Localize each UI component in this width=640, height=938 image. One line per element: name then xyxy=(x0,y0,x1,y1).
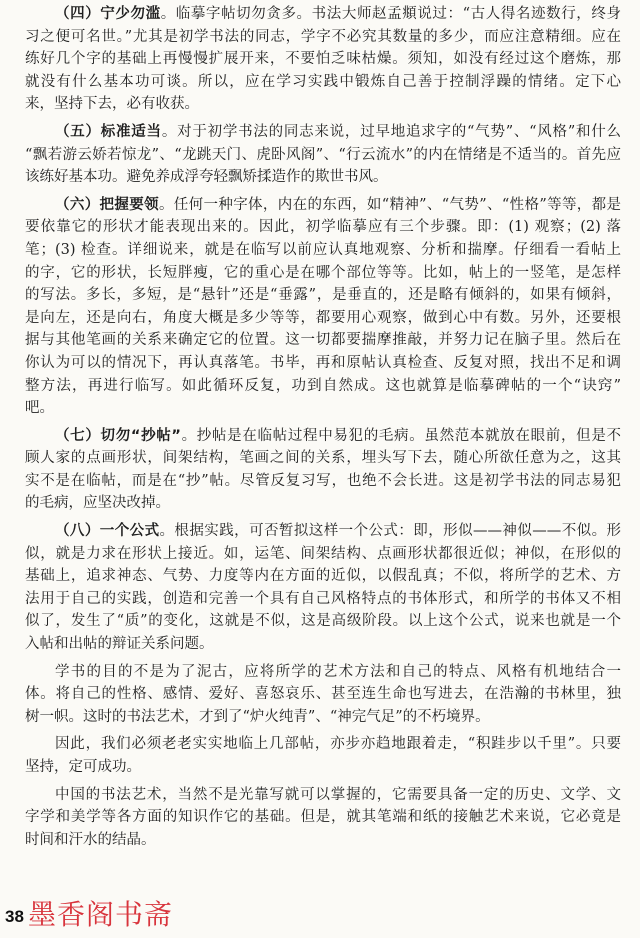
text-line xyxy=(25,683,621,706)
line-text: 因此，我们必须老老实实地临上几部帖，亦步亦趋地跟着走，“积跬步以千里”。只要 xyxy=(55,736,621,753)
publisher-brand: 墨香阁书斋 xyxy=(28,898,174,931)
line-text: 的毛病，应坚决改掉。 xyxy=(25,495,170,512)
text-line xyxy=(25,144,621,167)
text-line xyxy=(25,470,621,493)
paragraph xyxy=(25,121,621,189)
text-line xyxy=(25,425,621,448)
text-line xyxy=(25,48,621,71)
text-line xyxy=(25,26,621,49)
text-line xyxy=(25,543,621,566)
paragraph xyxy=(25,784,621,852)
page-number: 38 xyxy=(5,907,24,926)
text-line xyxy=(25,71,621,94)
text-line xyxy=(25,806,621,829)
text-line xyxy=(25,520,621,543)
text-line xyxy=(25,329,621,352)
line-text: 。抄帖是在临帖过程中易犯的毛病。虽然范本就放在眼前，但是不 xyxy=(180,427,621,444)
line-text: 入帖和出帖的辩证关系问题。 xyxy=(25,636,214,653)
line-text: “飘若游云娇若惊龙”、“龙跳天门、虎卧风阁”、“行云流水”的内在情绪是不适当的。首先应 xyxy=(25,146,621,163)
text-line xyxy=(25,262,621,285)
line-text: 是向左，还是向右，角度大概是多少等等，都要用心观察，做到心中有数。另外，还要根 xyxy=(25,309,621,326)
text-line xyxy=(25,784,621,807)
page-footer xyxy=(5,893,305,929)
text-line xyxy=(25,397,621,420)
line-text: 的字，它的形状，长短胖瘦，它的重心是在哪个部位等等。比如，帖上的一竖笔，是怎样 xyxy=(25,264,621,281)
line-text: 练好几个字的基础上再慢慢扩展开来，不要怕乏味枯燥。须知，如没有经过这个磨炼，那 xyxy=(25,51,621,68)
article-body xyxy=(25,3,621,856)
text-line xyxy=(25,661,621,684)
text-line xyxy=(25,3,621,26)
line-text: 坚持，定可成功。 xyxy=(25,759,141,775)
section-heading: （六）把握要领 xyxy=(55,196,159,213)
line-text: 该练好基本功。避免养成浮夸轻飘矫揉造作的欺世书风。 xyxy=(25,169,388,186)
line-text: 你认为可以的情况下，再认真落笔。书毕，再和原帖认真检查、反复对照，找出不足和调 xyxy=(25,354,621,371)
text-line xyxy=(25,492,621,515)
line-text: 习之便可名世。”尤其是初学书法的同志，学字不必究其数量的多少，而应注意精细。应在 xyxy=(25,28,621,45)
paragraph xyxy=(25,425,621,515)
text-line xyxy=(25,375,621,398)
line-text: 法用于自己的实践，创造和完善一个具有自己风格特点的书体形式，和所学的书体又不相 xyxy=(25,590,621,607)
line-text: 似，就是力求在形状上接近。如，运笔、间架结构、点画形状都很近似；神似，在形似的 xyxy=(25,545,621,562)
text-line xyxy=(25,565,621,588)
paragraph xyxy=(25,520,621,656)
line-text: 顾人家的点画形状，间架结构，笔画之间的关系，埋头写下去，随心所欲任意为之，这其 xyxy=(25,450,621,467)
text-line xyxy=(25,352,621,375)
text-line xyxy=(25,733,621,756)
text-line xyxy=(25,166,621,189)
line-text: 吧。 xyxy=(25,400,54,417)
text-line xyxy=(25,610,621,633)
text-line xyxy=(25,239,621,262)
section-heading: （七）切勿“抄帖” xyxy=(55,427,181,444)
text-line xyxy=(25,829,621,852)
line-text: 。任何一种字体，内在的东西，如“精神”、“气势”、“性格”等等，都是 xyxy=(158,196,621,213)
text-line xyxy=(25,284,621,307)
line-text: 笔；(3) 检查。详细说来，就是在临写以前应认真地观察、分析和揣摩。仔细看一看帖上 xyxy=(25,241,621,258)
section-heading: （八）一个公式 xyxy=(55,523,160,540)
text-line xyxy=(25,93,621,116)
paragraph xyxy=(25,3,621,116)
line-text: 。根据实践，可否暂拟这样一个公式：即，形似——神似——不似。形 xyxy=(159,523,621,540)
text-line xyxy=(25,194,621,217)
line-text: 时间和汗水的结晶。 xyxy=(25,831,156,848)
line-text: 就没有什么基本功可谈。所以，应在学习实践中锻炼自己善于控制浮躁的情绪。定下心 xyxy=(25,73,621,90)
line-text: 来，坚持下去，必有收获。 xyxy=(25,96,199,113)
text-line xyxy=(25,633,621,656)
line-text: 树一帜。这时的书法艺术，才到了“炉火纯青”、“神完气足”的不朽境界。 xyxy=(25,708,490,725)
text-line xyxy=(25,307,621,330)
line-text: 整方法，再进行临写。如此循环反复，功到自然成。这也就算是临摹碑帖的一个“诀窍” xyxy=(25,377,621,394)
paragraph xyxy=(25,733,621,778)
paragraph xyxy=(25,661,621,729)
text-line xyxy=(25,588,621,611)
line-text: 中国的书法艺术，当然不是光靠写就可以掌握的，它需要具备一定的历史、文学、文 xyxy=(55,786,621,803)
line-text: 的写法。多长，多短，是“悬针”还是“垂露”，是垂直的，还是略有倾斜的，如果有倾斜， xyxy=(25,287,621,304)
line-text: 据与其他笔画的关系来确定它的位置。这一切都要揣摩推敲，并努力记在脑子里。然后在 xyxy=(25,332,621,349)
text-line xyxy=(25,216,621,239)
paragraph xyxy=(25,194,621,420)
line-text: 。对于初学书法的同志来说，过早地追求字的“气势”、“风格”和什么 xyxy=(161,123,622,140)
line-text: 学书的目的不是为了泥古，应将所学的艺术方法和自己的特点、风格有机地结合一 xyxy=(55,663,621,680)
line-text: 似了，发生了“质”的变化，这就是不似，这是高级阶段。以上这个公式，说来也就是一个 xyxy=(25,613,621,630)
line-text: 。临摹字帖切勿贪多。书法大师赵孟頫说过：“古人得名迹数行，终身 xyxy=(160,6,621,22)
line-text: 字学和美学等各方面的知识作它的基础。但是，就其笔端和纸的接触艺术来说，它必竟是 xyxy=(25,809,621,826)
line-text: 要依靠它的形状才能表现出来的。因此，初学临摹应有三个步骤。即：(1) 观察；(2) 落 xyxy=(25,219,621,236)
text-line xyxy=(25,447,621,470)
section-heading: （五）标准适当 xyxy=(55,123,162,140)
line-text: 实不是在临帖，而是在“抄”帖。尽管反复习写，也绝不会长进。这是初学书法的同志易犯 xyxy=(25,472,621,489)
line-text: 基础上，追求神态、气势、力度等内在方面的近似，以假乱真；不似，将所学的艺术、方 xyxy=(25,568,621,585)
text-line xyxy=(25,706,621,729)
section-heading: （四）宁少勿滥 xyxy=(55,6,161,22)
text-line xyxy=(25,121,621,144)
line-text: 体。将自己的性格、感情、爱好、喜怒哀乐、甚至连生命也写进去，在浩瀚的书林里，独 xyxy=(25,686,621,703)
text-line xyxy=(25,756,621,779)
